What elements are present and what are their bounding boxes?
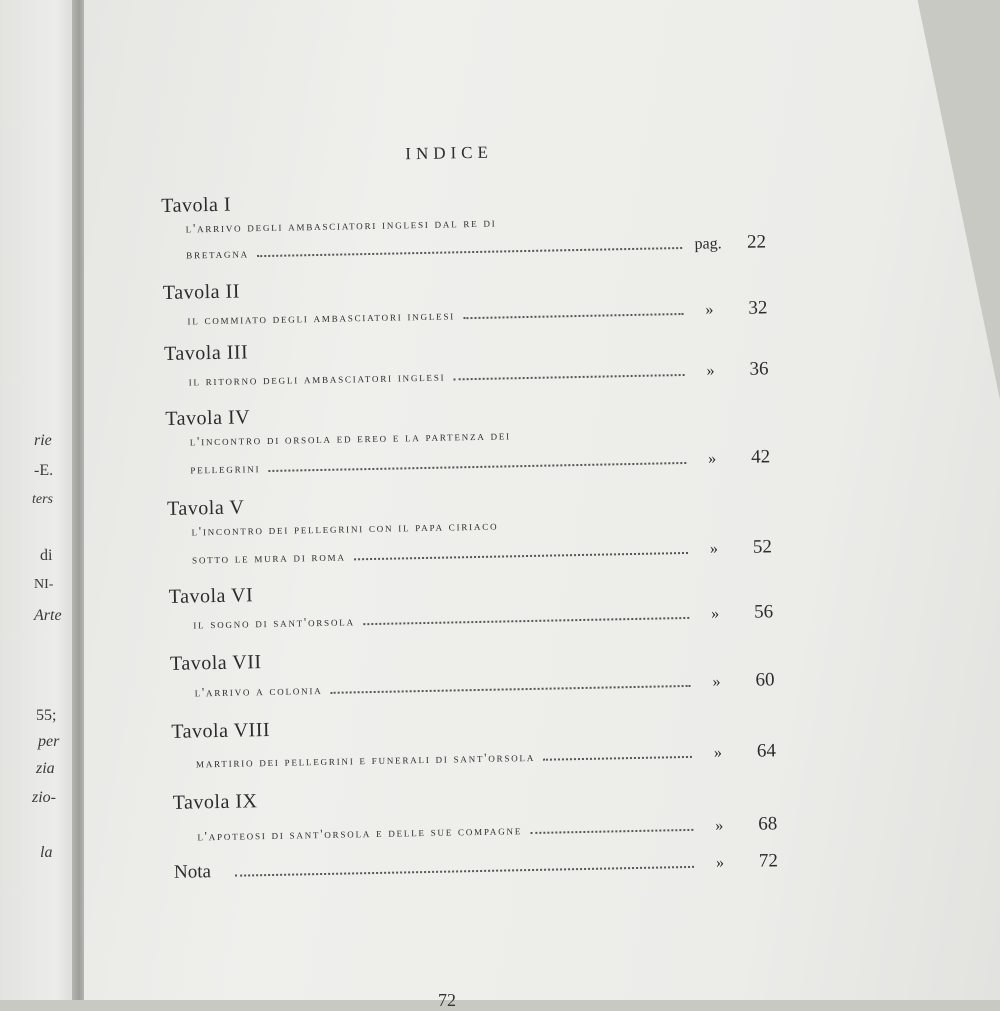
toc-entry: [188, 358, 768, 391]
toc-entry: [186, 231, 766, 264]
dot-leader: [257, 247, 682, 257]
page-marker: pag.: [694, 235, 722, 253]
left-fragment: ters: [32, 492, 53, 507]
page-marker: »: [705, 301, 714, 319]
toc-entry-nota: [174, 850, 778, 884]
entry-title-line: l'incontro di orsola ed ereo e la partenza dei: [189, 428, 512, 449]
dot-leader: [331, 685, 691, 694]
page-marker: »: [713, 744, 723, 762]
left-fragment: per: [38, 733, 60, 750]
left-fragment: zia: [36, 760, 55, 777]
page-ref: 32: [748, 297, 768, 319]
entry-title: l'arrivo a colonia: [194, 682, 323, 700]
page-ref: 42: [750, 446, 771, 468]
tavola-heading: Tavola IV: [165, 406, 251, 430]
table-of-contents: [160, 128, 795, 920]
page-ref: 68: [758, 813, 778, 835]
dot-leader: [463, 313, 683, 319]
nota-label: Nota: [173, 861, 212, 883]
entry-title: il ritorno degli ambasciatori inglesi: [188, 369, 446, 389]
tavola-heading: Tavola IX: [172, 790, 258, 814]
left-fragment: 55;: [36, 707, 57, 724]
page-marker: »: [712, 673, 721, 691]
left-page: [0, 0, 80, 1000]
tavola-heading: Tavola III: [163, 341, 249, 365]
page-ref: 56: [753, 601, 774, 623]
tavola-heading: Tavola II: [162, 280, 241, 304]
page-ref: 64: [756, 740, 777, 762]
dot-leader: [235, 866, 694, 877]
tavola-heading: Tavola VII: [169, 651, 262, 675]
toc-entry: [192, 536, 772, 569]
entry-title: il sogno di sant'orsola: [193, 614, 355, 632]
dot-leader: [354, 552, 688, 560]
toc-entry: [196, 740, 776, 773]
page-marker: »: [711, 605, 720, 623]
dot-leader: [453, 374, 684, 380]
toc-entry: [194, 669, 774, 702]
toc-entry: [197, 813, 777, 846]
page-marker: »: [715, 817, 724, 835]
page-marker: »: [715, 854, 725, 872]
page-marker: »: [708, 450, 717, 468]
page-ref: 72: [758, 850, 779, 872]
entry-title-line: l'arrivo degli ambasciatori inglesi dal re di: [185, 215, 497, 236]
left-fragment: la: [40, 844, 53, 861]
left-fragment: -E.: [34, 462, 54, 479]
page-ref: 60: [755, 669, 775, 691]
entry-title: martirio dei pellegrini e funerali di sant'orsola: [195, 749, 536, 771]
dot-leader: [268, 462, 686, 472]
entry-title: bretagna: [186, 246, 250, 262]
left-fragment: zio-: [32, 789, 56, 806]
tavola-heading: Tavola I: [161, 193, 232, 217]
page-ref: 22: [746, 231, 767, 253]
dot-leader: [543, 756, 692, 761]
left-fragment: Arte: [34, 607, 62, 624]
entry-title: l'apoteosi di sant'orsola e delle sue compagne: [197, 823, 523, 844]
left-fragment: rie: [34, 432, 52, 449]
page-ref: 52: [752, 536, 773, 558]
entry-title: pellegrini: [190, 461, 261, 477]
entry-title-line: l'incontro dei pellegrini con il papa ciriaco: [191, 518, 499, 539]
tavola-heading: Tavola VIII: [171, 718, 271, 743]
page-marker: »: [709, 540, 719, 558]
index-title: INDICE: [405, 142, 494, 164]
dot-leader: [363, 617, 689, 625]
toc-entry: [190, 446, 770, 479]
left-fragment: NI-: [34, 577, 54, 592]
page-marker: »: [706, 362, 715, 380]
tavola-heading: Tavola VI: [168, 584, 254, 608]
toc-entry: [193, 601, 773, 634]
tavola-heading: Tavola V: [166, 496, 245, 520]
entry-title: il commiato degli ambasciatori inglesi: [187, 308, 456, 328]
left-fragment: di: [40, 547, 53, 564]
toc-entry: [187, 297, 767, 330]
dot-leader: [530, 829, 693, 834]
page-ref: 36: [749, 358, 769, 380]
page-number: 72: [438, 990, 456, 1010]
entry-title: sotto le mura di roma: [191, 549, 346, 567]
